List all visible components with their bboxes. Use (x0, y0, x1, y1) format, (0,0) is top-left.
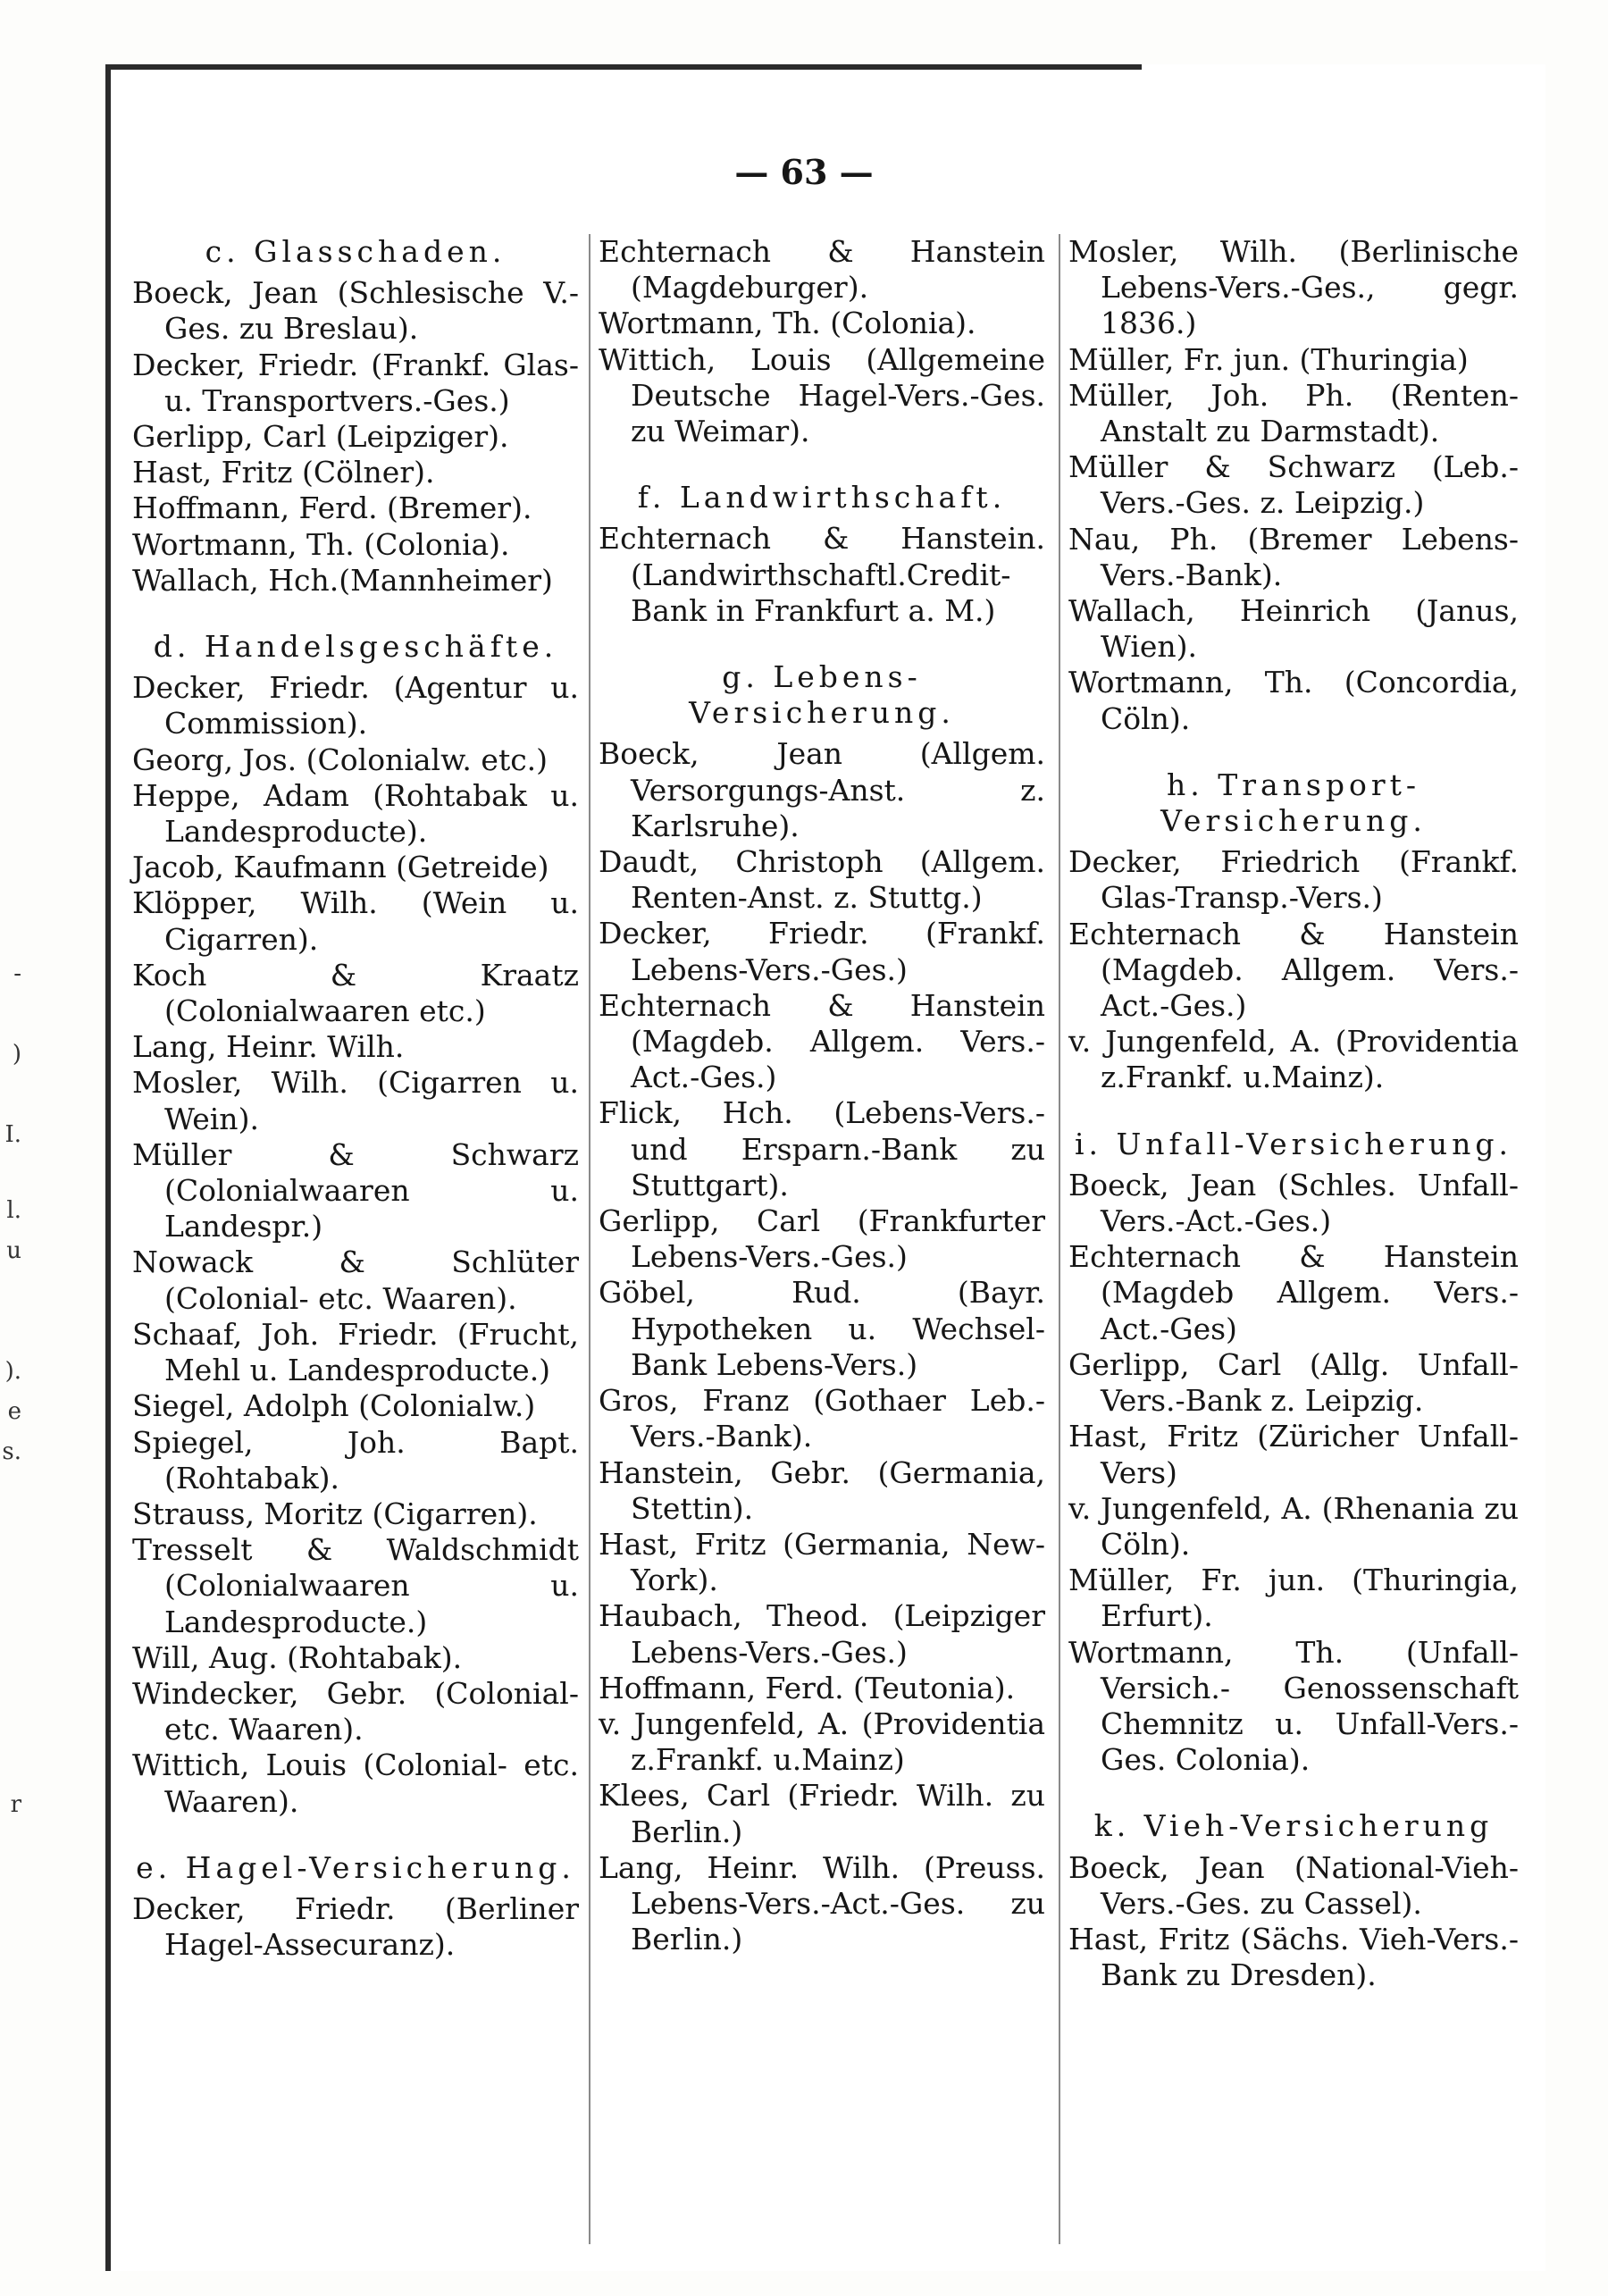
section-heading: f. Landwirthschaft. (637, 480, 1007, 515)
section-entries (1068, 844, 1519, 1095)
list-item: Strauss, Moritz (Cigarren). (132, 1496, 538, 1531)
list-item: Wortmann, Th. (Unfall-Versich.- Genossenschaft Chemnitz u. Unfall-Vers.-Ges. Colonia). (1068, 1634, 1519, 1778)
margin-fragment: ). (4, 1358, 21, 1385)
list-item: Lang, Heinr. Wilh. (132, 1029, 405, 1065)
list-item: Lang, Heinr. Wilh. (Preuss. Lebens-Vers.-Act.-Ges. zu Berlin.) (599, 1849, 1045, 1957)
list-item: Boeck, Jean (Allgem. Versorgungs-Anst. z. Karlsruhe). (599, 736, 1045, 843)
section-heading: i. Unfall-Versicherung. (1074, 1126, 1513, 1161)
section-entries (132, 1891, 579, 1963)
list-item: Hast, Fritz (Sächs. Vieh-Vers.-Bank zu Dresden). (1068, 1921, 1519, 1993)
section-entries (599, 736, 1045, 1957)
section-entries (1068, 1850, 1519, 1994)
list-item: Wortmann, Th. (Colonia). (599, 306, 976, 341)
list-item: Decker, Friedr. (Frankf. Glas- u. Transportvers.-Ges.) (132, 347, 579, 418)
list-item: Müller, Joh. Ph. (Renten-Anstalt zu Darmstadt). (1068, 377, 1519, 449)
list-item: Tresselt & Waldschmidt (Colonialwaaren u. Landesproducte.) (132, 1532, 579, 1639)
list-item: Wittich, Louis (Colonial- etc. Waaren). (132, 1747, 579, 1819)
list-item: Hanstein, Gebr. (Germania, Stettin). (599, 1454, 1045, 1526)
list-item: Georg, Jos. (Colonialw. etc.) (132, 742, 549, 777)
margin-fragment: e (7, 1398, 21, 1425)
list-item: v. Jungenfeld, A. (Rhenania zu Cöln). (1068, 1490, 1519, 1562)
top-frame-line (105, 64, 1142, 70)
list-item: Hast, Fritz (Cölner). (132, 455, 435, 490)
section-heading: e. Hagel-Versicherung. (136, 1849, 575, 1885)
list-item: Echternach & Hanstein (Magdeb. Allgem. Vers.-Act.-Ges.) (1068, 916, 1519, 1024)
list-item: Wallach, Hch.(Mannheimer) (132, 562, 553, 598)
margin-fragment: ) (12, 1041, 21, 1068)
list-item: Hast, Fritz (Züricher Unfall-Vers) (1068, 1419, 1519, 1490)
margin-fragment: I. (4, 1121, 21, 1148)
list-item: Koch & Kraatz (Colonialwaaren etc.) (132, 957, 579, 1029)
list-item: Nowack & Schlüter (Colonial- etc. Waaren). (132, 1244, 579, 1316)
section-heading: c. Glasschaden. (205, 234, 507, 269)
list-item: Decker, Friedr. (Berliner Hagel-Assecuranz). (132, 1890, 579, 1963)
list-item: Müller & Schwarz (Colonialwaaren u. Landespr.) (132, 1136, 579, 1244)
list-item: Schaaf, Joh. Friedr. (Frucht, Mehl u. Landesproducte.) (132, 1316, 579, 1388)
list-item: Echternach & Hanstein (Magdeburger). (599, 234, 1045, 306)
column-3 (1068, 234, 1519, 1993)
list-item: Hoffmann, Ferd. (Teutonia). (599, 1670, 1016, 1705)
list-item: Gerlipp, Carl (Allg. Unfall-Vers.-Bank z. Leipzig. (1068, 1346, 1519, 1419)
column-divider (589, 234, 590, 2244)
list-item: Wittich, Louis (Allgemeine Deutsche Hagel-Vers.-Ges. zu Weimar). (599, 341, 1045, 449)
margin-fragment: l. (6, 1197, 21, 1224)
list-item: Gerlipp, Carl (Frankfurter Lebens-Vers.-Ges.) (599, 1203, 1045, 1275)
list-item: Siegel, Adolph (Colonialw.) (132, 1388, 536, 1424)
list-item: Gerlipp, Carl (Leipziger). (132, 419, 509, 455)
left-frame-line (105, 64, 111, 2271)
list-item: Jacob, Kaufmann (Getreide) (132, 850, 549, 885)
column-1 (132, 234, 579, 1963)
list-item: Wallach, Heinrich (Janus, Wien). (1068, 593, 1519, 665)
list-item: Mosler, Wilh. (Berlinische Lebens-Vers.-Ges., gegr. 1836.) (1068, 234, 1519, 341)
list-item: Mosler, Wilh. (Cigarren u. Wein). (132, 1065, 579, 1136)
column-divider (1059, 234, 1060, 2244)
list-item: Boeck, Jean (Schlesische V.-Ges. zu Breslau). (132, 275, 579, 347)
margin-fragment: u (6, 1237, 21, 1264)
list-item: Echternach & Hanstein (Magdeb Allgem. Vers.-Act.-Ges) (1068, 1239, 1519, 1346)
list-item: Müller, Fr. jun. (Thuringia, Erfurt). (1068, 1563, 1519, 1634)
list-item: Decker, Friedr. (Frankf. Lebens-Vers.-Ges.) (599, 916, 1045, 987)
section-entries (1068, 234, 1519, 737)
page-number: — 63 — (734, 152, 874, 192)
list-item: Hoffmann, Ferd. (Bremer). (132, 490, 532, 526)
list-item: Decker, Friedr. (Agentur u. Commission). (132, 670, 579, 742)
section-heading: d. Handelsgeschäfte. (153, 629, 558, 665)
list-item: Echternach & Hanstein. (Landwirthschaftl.Credit-Bank in Frankfurt a. M.) (599, 521, 1045, 628)
margin-fragment: r (10, 1791, 21, 1818)
list-item: Wortmann, Th. (Concordia, Cöln). (1068, 665, 1519, 736)
section-heading: k. Vieh-Versicherung (1093, 1808, 1494, 1844)
section-entries (132, 670, 579, 1820)
list-item: Göbel, Rud. (Bayr. Hypotheken u. Wechsel-Bank Lebens-Vers.) (599, 1275, 1045, 1382)
column-2 (599, 234, 1045, 1957)
list-item: Klöpper, Wilh. (Wein u. Cigarren). (132, 885, 579, 957)
section-entries (1068, 1168, 1519, 1778)
list-item: Hast, Fritz (Germania, New-York). (599, 1526, 1045, 1598)
list-item: Will, Aug. (Rohtabak). (132, 1639, 463, 1675)
list-item: v. Jungenfeld, A. (Providentia z.Frankf. u.Mainz). (1068, 1024, 1519, 1095)
list-item: Klees, Carl (Friedr. Wilh. zu Berlin.) (599, 1778, 1045, 1849)
list-item: Boeck, Jean (Schles. Unfall-Vers.-Act.-Ges.) (1068, 1167, 1519, 1239)
list-item: Müller & Schwarz (Leb.-Vers.-Ges. z. Leipzig.) (1068, 449, 1519, 521)
list-item: Flick, Hch. (Lebens-Vers.- und Ersparn.-Bank zu Stuttgart). (599, 1095, 1045, 1202)
list-item: Echternach & Hanstein (Magdeb. Allgem. Vers.-Act.-Ges.) (599, 987, 1045, 1095)
list-item: Wortmann, Th. (Colonia). (132, 526, 510, 562)
margin-fragment: s. (2, 1438, 21, 1465)
margin-fragment: - (13, 960, 21, 987)
list-item: Daudt, Christoph (Allgem. Renten-Anst. z. Stuttg.) (599, 844, 1045, 916)
section-entries (132, 275, 579, 599)
list-item: Boeck, Jean (National-Vieh-Vers.-Ges. zu Cassel). (1068, 1849, 1519, 1921)
section-entries (599, 521, 1045, 629)
list-item: Müller, Fr. jun. (Thuringia) (1068, 341, 1469, 377)
list-item: Nau, Ph. (Bremer Lebens-Vers.-Bank). (1068, 521, 1519, 592)
list-item: Spiegel, Joh. Bapt. (Rohtabak). (132, 1424, 579, 1496)
section-heading: g. Lebens-Versicherung. (689, 659, 955, 731)
list-item: Haubach, Theod. (Leipziger Lebens-Vers.-Ges.) (599, 1598, 1045, 1670)
list-item: Heppe, Adam (Rohtabak u. Landesproducte). (132, 777, 579, 850)
list-item: Decker, Friedrich (Frankf. Glas-Transp.-Vers.) (1068, 844, 1519, 916)
list-item: Gros, Franz (Gothaer Leb.-Vers.-Bank). (599, 1383, 1045, 1454)
section-entries (599, 234, 1045, 449)
list-item: Windecker, Gebr. (Colonial- etc. Waaren). (132, 1675, 579, 1747)
section-heading: h. Transport-Versicherung. (1160, 767, 1427, 839)
list-item: v. Jungenfeld, A. (Providentia z.Frankf. u.Mainz) (599, 1705, 1045, 1778)
